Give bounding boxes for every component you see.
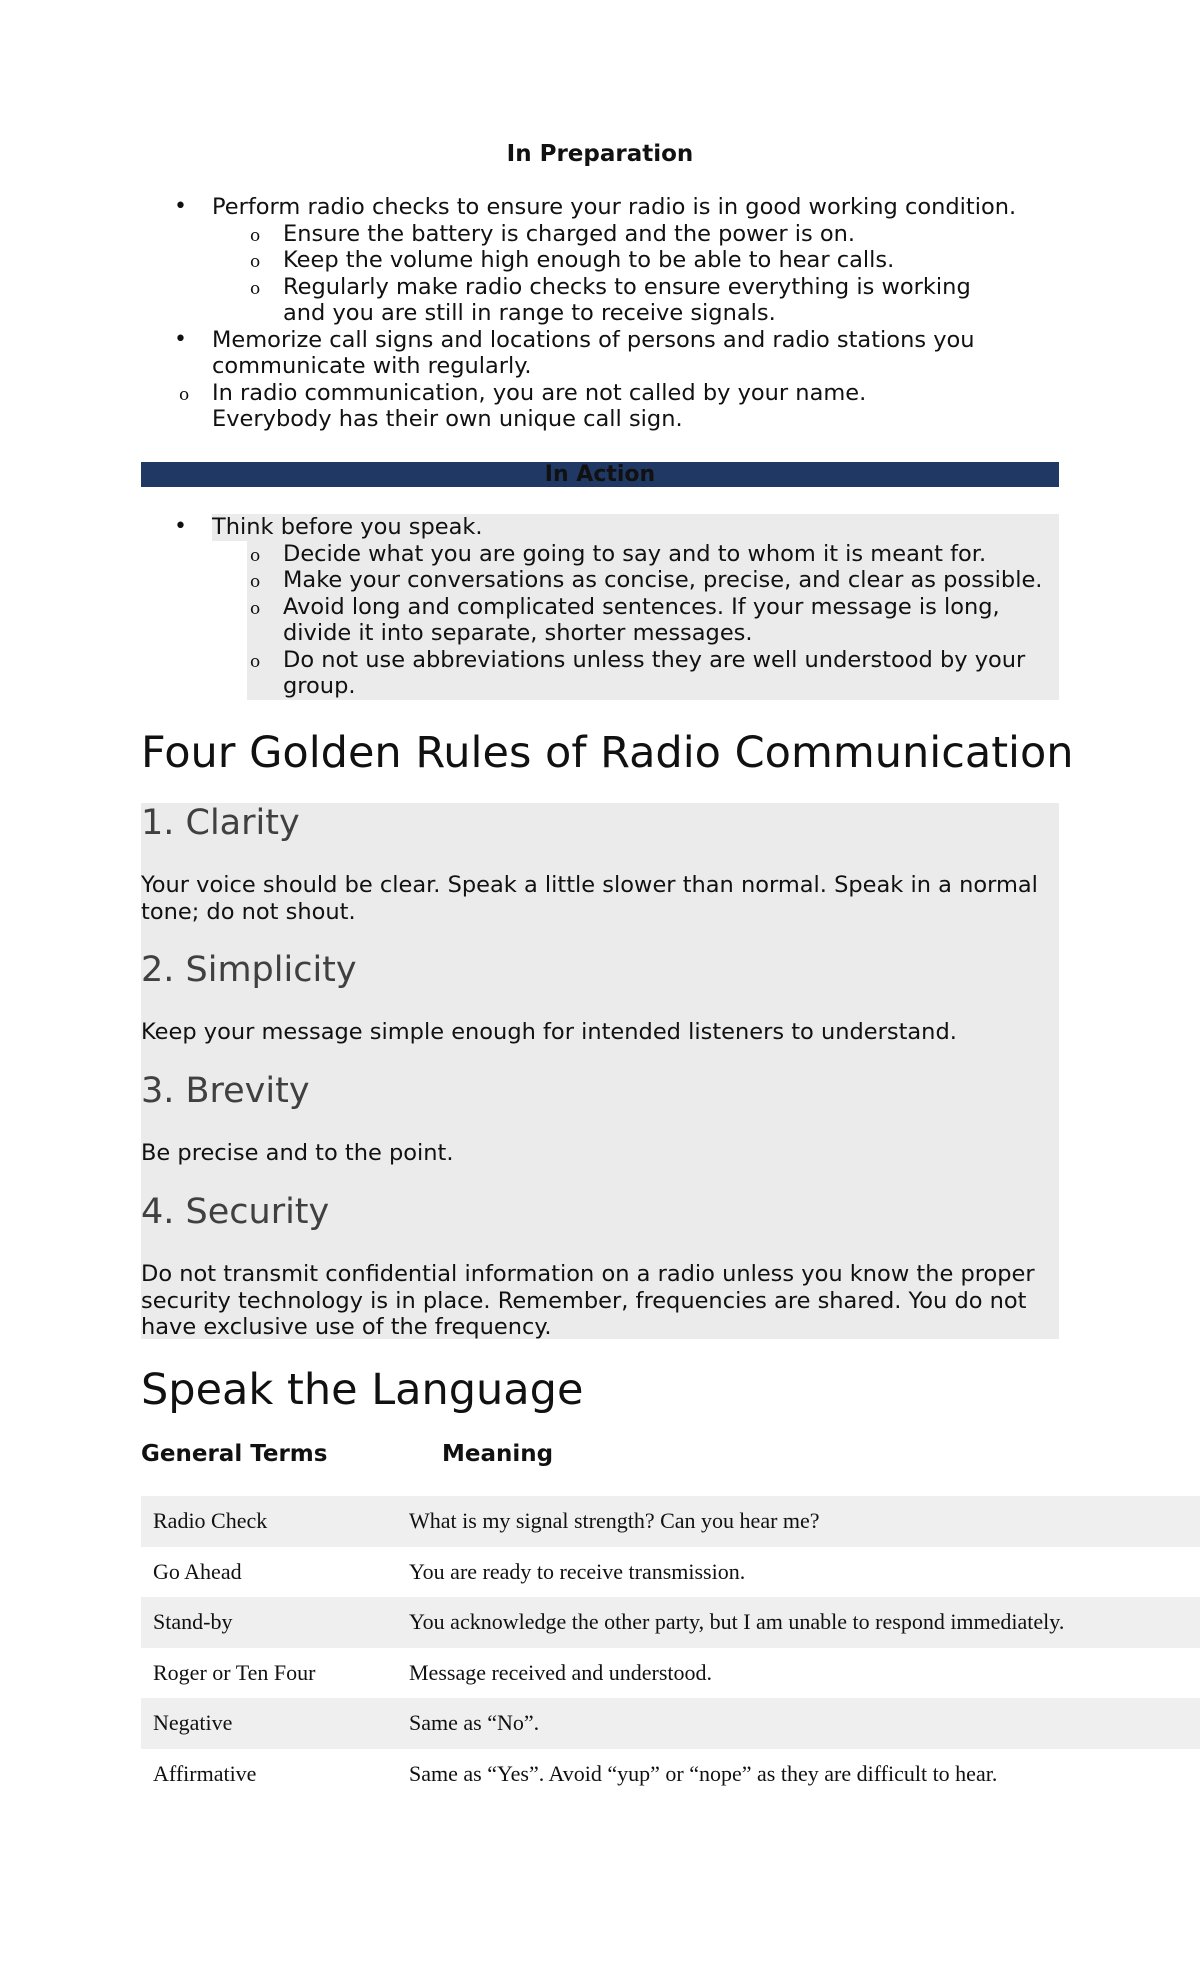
list-item: • Think before you speak. o Decide what you are going to say and to whom it is meant for. o Make your conversations as concise, precise, and clear as possible. o Avoid long and complicated sentences. If your message is long, divide it into separate, shorter messages. o Do not use abbreviations unless they are well understood by your group.	[141, 514, 1059, 700]
term-cell: Affirmative	[153, 1760, 257, 1786]
action-list	[141, 514, 1059, 700]
table-row	[141, 1547, 1200, 1598]
meaning-cell: You are ready to receive transmission.	[409, 1558, 746, 1584]
meaning-cell: Same as “No”.	[409, 1710, 540, 1735]
table-row	[141, 1496, 1200, 1547]
list-item: o Do not use abbreviations unless they are well understood by your group.	[250, 646, 1026, 699]
column-header-term: General Terms	[141, 1441, 328, 1467]
list-item: o In radio communication, you are not called by your name. Everybody has their own unique call sign.	[179, 379, 867, 432]
language-title: Speak the Language	[141, 1365, 584, 1415]
rule-body: Be precise and to the point.	[141, 1140, 454, 1166]
circle-bullet-icon: o	[250, 572, 261, 592]
meaning-cell: You acknowledge the other party, but I am unable to respond immediately.	[409, 1609, 1065, 1634]
circle-bullet-icon: o	[250, 651, 261, 672]
circle-bullet-icon: o	[250, 252, 261, 272]
table-row	[141, 1648, 1200, 1699]
preparation-list	[141, 194, 1059, 433]
list-item: o Decide what you are going to say and to whom it is meant for.	[247, 541, 1059, 568]
table-row	[141, 1597, 1200, 1648]
preparation-title: In Preparation	[506, 141, 694, 167]
meaning-cell: Same as “Yes”. Avoid “yup” or “nope” as they are difficult to hear.	[409, 1760, 998, 1786]
action-section-bar: In Action	[141, 462, 1059, 487]
golden-rules-title: Four Golden Rules of Radio Communication	[141, 728, 1074, 778]
bullet-icon: •	[174, 194, 187, 219]
circle-bullet-icon: o	[250, 598, 261, 619]
list-item: o Keep the volume high enough to be able to hear calls.	[212, 247, 1059, 274]
term-cell: Radio Check	[153, 1508, 268, 1533]
column-header-meaning: Meaning	[442, 1441, 554, 1467]
meaning-cell: What is my signal strength? Can you hear me?	[409, 1508, 820, 1533]
list-item: o Make your conversations as concise, precise, and clear as possible.	[247, 567, 1059, 594]
bullet-icon: •	[174, 514, 187, 539]
rule-body: Keep your message simple enough for intended listeners to understand.	[141, 1019, 957, 1045]
rule-heading: 1. Clarity	[141, 803, 300, 843]
table-row	[141, 1698, 1200, 1749]
rule-body: Your voice should be clear. Speak a little slower than normal. Speak in a normal tone; do not shout.	[141, 872, 1038, 925]
circle-bullet-icon: o	[250, 278, 261, 299]
terms-table	[141, 1496, 1200, 1799]
circle-bullet-icon: o	[179, 384, 190, 405]
term-cell: Negative	[153, 1710, 233, 1735]
rule-heading: 4. Security	[141, 1192, 330, 1232]
circle-bullet-icon: o	[250, 545, 261, 566]
circle-bullet-icon: o	[250, 225, 261, 246]
list-item: o Avoid long and complicated sentences. If your message is long, divide it into separate, shorter messages.	[250, 593, 1000, 646]
bullet-icon: •	[174, 326, 187, 352]
rule-heading: 3. Brevity	[141, 1071, 310, 1111]
rule-body: Do not transmit confidential information on a radio unless you know the proper security technology is in place. Remember, frequencies are shared. You do not have exclusive use of the frequency.	[141, 1261, 1035, 1340]
list-item: o Regularly make radio checks to ensure everything is working and you are still in range to receive signals.	[250, 273, 971, 326]
table-row	[141, 1749, 1200, 1800]
term-cell: Go Ahead	[153, 1558, 242, 1584]
list-item: • Perform radio checks to ensure your radio is in good working condition. o Ensure the battery is charged and the power is on. o Keep the volume high enough to be able to hear calls. o Regularly make radio checks to ensure everything is working and you are still in range to receive signals.	[141, 194, 1059, 327]
list-item: o Ensure the battery is charged and the power is on.	[212, 221, 1059, 248]
meaning-cell: Message received and understood.	[409, 1659, 713, 1685]
term-cell: Stand-by	[153, 1609, 233, 1634]
list-item: • Memorize call signs and locations of persons and radio stations you communicate with regularly. o In radio communication, you are not called by your name. Everybody has their own unique call sign.	[141, 327, 1059, 433]
term-cell: Roger or Ten Four	[153, 1659, 316, 1685]
rule-heading: 2. Simplicity	[141, 950, 357, 990]
